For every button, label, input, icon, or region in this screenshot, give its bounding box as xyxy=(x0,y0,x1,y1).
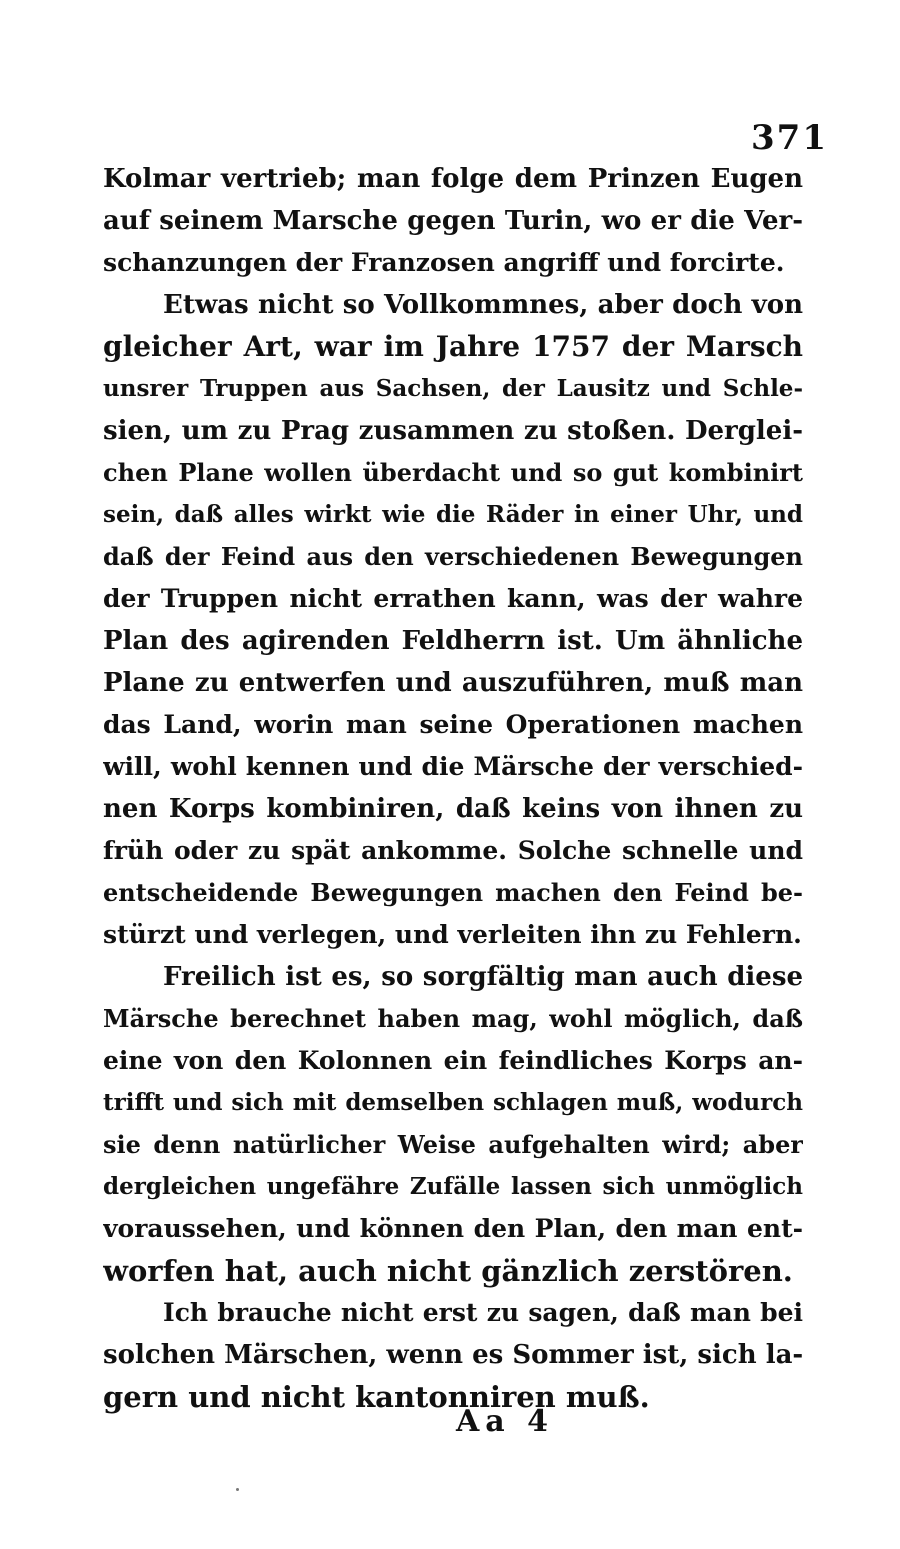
text-line: gern und nicht kantonniren muß. xyxy=(103,1380,650,1414)
text-line: schanzungen der Franzosen angriff und forcirte. xyxy=(103,248,785,277)
text-line: unsrer Truppen aus Sachsen, der Lausitz und Schle- xyxy=(103,375,803,402)
text-line: Freilich ist es, so sorgfältig man auch diese xyxy=(163,962,803,992)
text-line: eine von den Kolonnen ein feindliches Korps an- xyxy=(103,1046,803,1075)
text-line: entscheidende Bewegungen machen den Feind be- xyxy=(103,878,803,907)
text-line: das Land, worin man seine Operationen machen xyxy=(103,710,803,739)
text-line: sie denn natürlicher Weise aufgehalten wird; aber xyxy=(103,1130,803,1159)
text-line: Märsche berechnet haben mag, wohl möglich, daß xyxy=(103,1004,803,1033)
paper-speck xyxy=(236,1488,239,1491)
text-line: daß der Feind aus den verschiedenen Bewegungen xyxy=(103,542,803,571)
text-line: voraussehen, und können den Plan, den man ent- xyxy=(103,1214,803,1243)
text-line: worfen hat, auch nicht gänzlich zerstören. xyxy=(103,1254,793,1288)
text-line: Kolmar vertrieb; man folge dem Prinzen Eugen xyxy=(103,164,803,194)
text-line: gleicher Art, war im Jahre 1757 der Marsch xyxy=(103,330,803,363)
text-line: nen Korps kombiniren, daß keins von ihnen zu xyxy=(103,794,803,824)
text-line: sien, um zu Prag zusammen zu stoßen. Derglei- xyxy=(103,416,803,446)
text-line: der Truppen nicht errathen kann, was der wahre xyxy=(103,584,803,613)
text-line: trifft und sich mit demselben schlagen muß, wodurch xyxy=(103,1089,803,1116)
text-line: Ich brauche nicht erst zu sagen, daß man bei xyxy=(163,1298,803,1327)
page-number: 371 xyxy=(751,118,828,158)
text-line: Etwas nicht so Vollkommnes, aber doch von xyxy=(163,290,803,320)
text-line: chen Plane wollen überdacht und so gut kombinirt xyxy=(103,458,803,487)
printer-signature-mark: Aa 4 xyxy=(456,1404,555,1439)
text-line: auf seinem Marsche gegen Turin, wo er die Ver- xyxy=(103,206,803,236)
text-line: dergleichen ungefähre Zufälle lassen sich unmöglich xyxy=(103,1173,803,1200)
text-line: stürzt und verlegen, und verleiten ihn zu Fehlern. xyxy=(103,920,802,949)
text-line: sein, daß alles wirkt wie die Räder in einer Uhr, und xyxy=(103,501,803,528)
text-line: solchen Märschen, wenn es Sommer ist, sich la- xyxy=(103,1340,803,1370)
text-line: früh oder zu spät ankomme. Solche schnelle und xyxy=(103,836,803,865)
text-line: Plane zu entwerfen und auszuführen, muß man xyxy=(103,668,803,698)
text-line: Plan des agirenden Feldherrn ist. Um ähnliche xyxy=(103,626,803,656)
text-line: will, wohl kennen und die Märsche der verschied- xyxy=(103,752,803,781)
body-text xyxy=(103,158,803,1418)
